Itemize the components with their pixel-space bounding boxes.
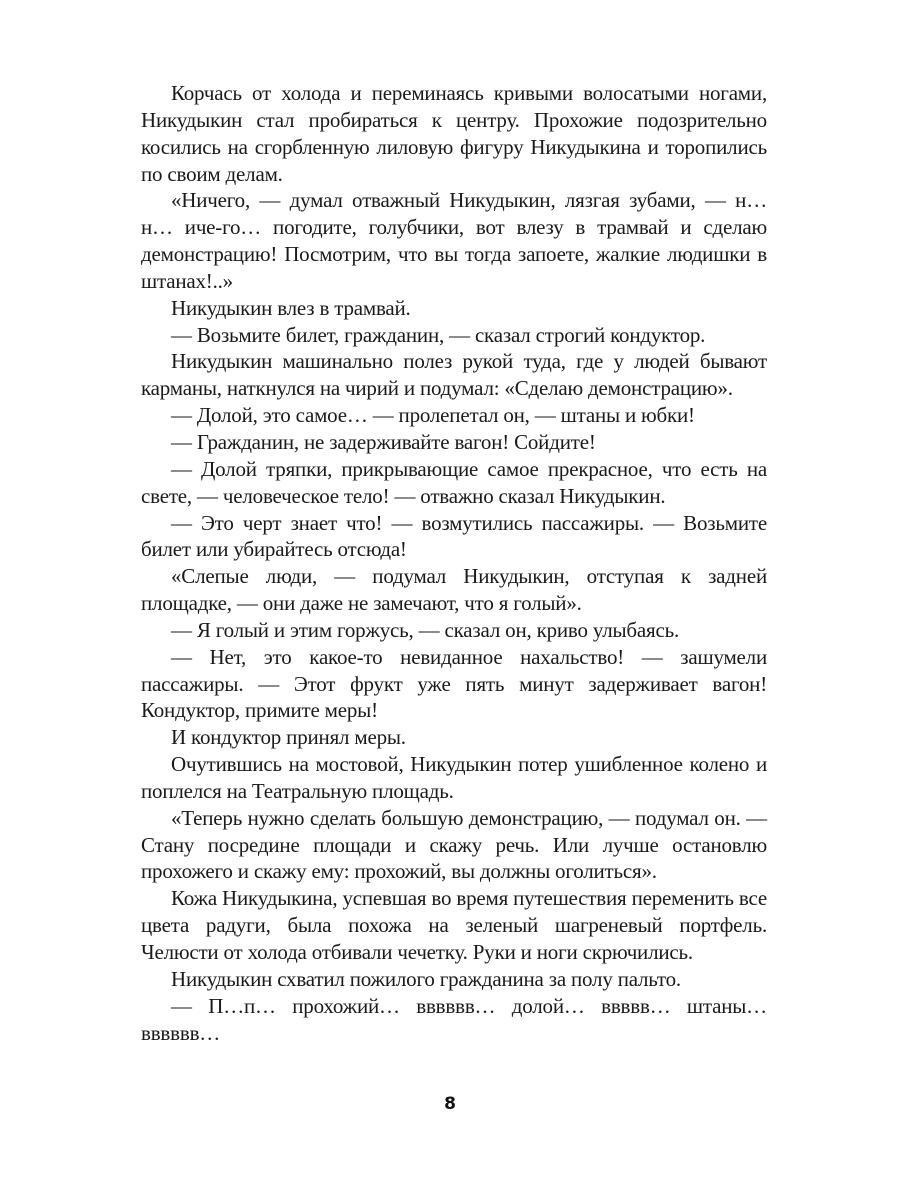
paragraph: — Гражданин, не задерживайте вагон! Сойдите! (171, 429, 596, 454)
paragraph: Корчась от холода и переминаясь кривыми волосатыми ногами, Никудыкин стал пробираться к центру. Прохожие подозрительно косились на сгорбленную лиловую фигуру Никудыкина и торопились по своим делам. (141, 81, 767, 186)
paragraph: «Слепые люди, — подумал Никудыкин, отступая к задней площадке, — они даже не замечают, что я голый». (141, 564, 767, 616)
page-body (141, 80, 767, 1046)
paragraph: — Нет, это какое-то невиданное нахальство! — зашумели пассажиры. — Этот фрукт уже пять минут задерживает вагон! Кондуктор, примите меры! (141, 644, 767, 723)
paragraph: Кожа Никудыкина, успевшая во время путешествия переменить все цвета радуги, была похожа на зеленый шагреневый портфель. Челюсти от холода отбивали чечетку. Руки и ноги скрючились. (141, 886, 767, 964)
paragraph: — П…п… прохожий… вввввв… долой… ввввв… штаны… вввввв… (141, 993, 767, 1045)
paragraph: — Долой тряпки, прикрывающие самое прекрасное, что есть на свете, — человеческое тело! — отважно сказал Никудыкин. (141, 456, 767, 508)
paragraph: Никудыкин машинально полез рукой туда, где у людей бывают карманы, наткнулся на чирий и подумал: «Сделаю демонстрацию». (141, 349, 767, 401)
paragraph: «Теперь нужно сделать большую демонстрацию, — подумал он. — Стану посредине площади и скажу речь. Или лучше остановлю прохожего и скажу ему: прохожий, вы должны оголиться». (141, 805, 767, 884)
paragraph: «Ничего, — думал отважный Никудыкин, лязгая зубами, — н… н… иче-го… погодите, голубчики, вот влезу в трамвай и сделаю демонстрацию! Посмотрим, что вы тогда запоете, жалкие людишки в штанах!..» (141, 188, 767, 293)
paragraph: — Долой, это самое… — пролепетал он, — штаны и юбки! (171, 403, 695, 428)
page-number: 8 (444, 1094, 456, 1114)
paragraph: И кондуктор принял меры. (171, 725, 406, 750)
paragraph: — Возьмите билет, гражданин, — сказал строгий кондуктор. (171, 322, 706, 347)
paragraph: Никудыкин схватил пожилого гражданина за полу пальто. (171, 966, 681, 991)
paragraph: Никудыкин влез в трамвай. (171, 295, 411, 320)
paragraph: — Это черт знает что! — возмутились пассажиры. — Возьмите билет или убирайтесь отсюда! (141, 510, 767, 562)
paragraph: Очутившись на мостовой, Никудыкин потер ушибленное колено и поплелся на Театральную площадь. (141, 752, 767, 803)
paragraph: — Я голый и этим горжусь, — сказал он, криво улыбаясь. (171, 617, 680, 642)
